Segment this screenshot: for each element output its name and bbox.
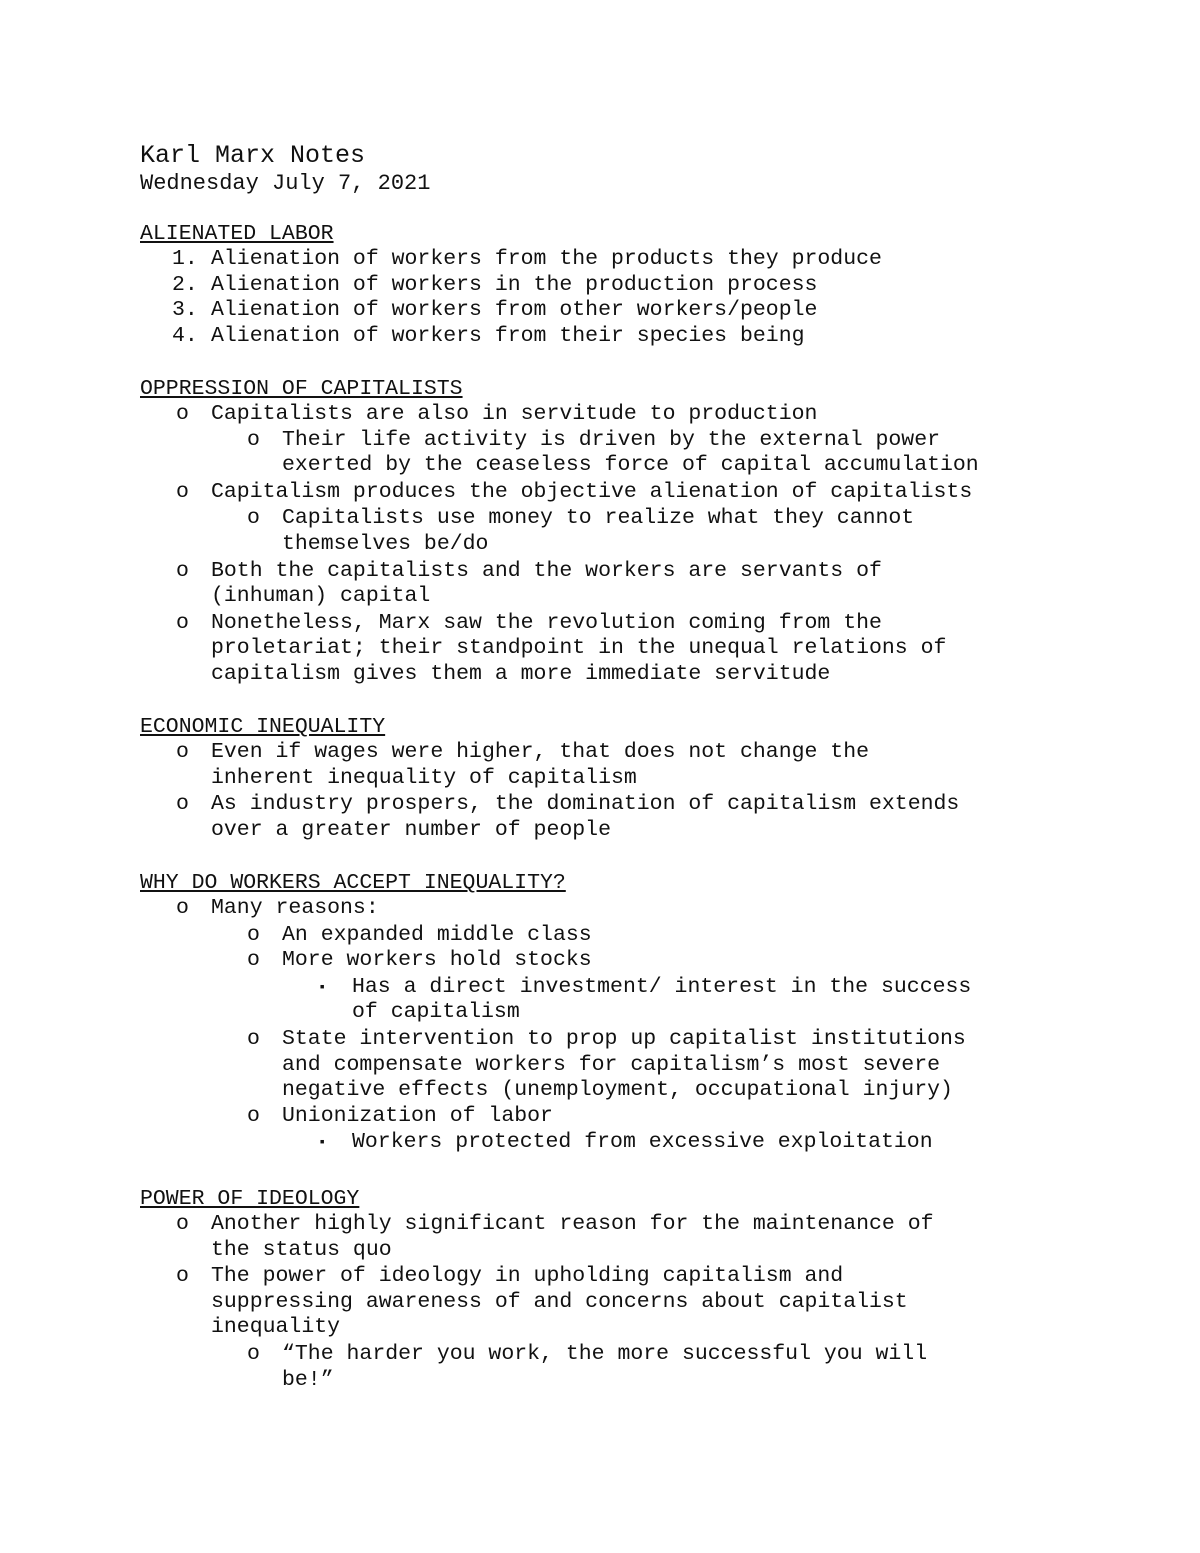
bullet-item: [140, 402, 1100, 428]
bullet-item: [140, 1342, 1100, 1393]
circle-bullet-icon: o: [247, 922, 260, 947]
document-title: Karl Marx Notes: [140, 141, 366, 170]
circle-bullet-icon: o: [176, 792, 189, 817]
section-heading: WHY DO WORKERS ACCEPT INEQUALITY?: [140, 871, 566, 895]
bullet-item: [140, 740, 1100, 791]
circle-bullet-icon: o: [247, 1341, 260, 1366]
item-text: Alienation of workers from the products they produce: [211, 247, 882, 271]
document-date: Wednesday July 7, 2021: [140, 171, 431, 196]
bullet-item: [140, 896, 1100, 922]
bullet-item: [140, 923, 1100, 949]
bullet-item: [140, 792, 1100, 843]
item-number: 3.: [172, 298, 198, 323]
item-text: State intervention to prop up capitalist institutions and compensate workers for capitalism’s most severe negative effects (unemployment, occupational injury): [282, 1026, 966, 1103]
item-number: 1.: [172, 247, 198, 271]
item-text: More workers hold stocks: [282, 948, 592, 973]
section-why-workers-accept-inequality: [140, 870, 1100, 1156]
section-heading: ECONOMIC INEQUALITY: [140, 715, 386, 739]
item-text: Workers protected from excessive exploitation: [352, 1130, 933, 1155]
item-text: Their life activity is driven by the external power exerted by the ceaseless force of capital accumulation: [282, 427, 979, 478]
item-text: Another highly significant reason for the maintenance of the status quo: [211, 1212, 934, 1262]
item-text: Many reasons:: [211, 896, 379, 920]
circle-bullet-icon: o: [176, 740, 189, 764]
section-heading: POWER OF IDEOLOGY: [140, 1187, 360, 1211]
section-economic-inequality: [140, 714, 1100, 843]
section-oppression-of-capitalists: [140, 376, 1100, 688]
circle-bullet-icon: o: [176, 402, 189, 426]
item-number: 4.: [172, 323, 198, 348]
square-bullet-icon: ▪: [318, 1135, 327, 1152]
numbered-item: [140, 273, 1100, 299]
bullet-item: [140, 559, 1100, 610]
bullet-item: [140, 948, 1100, 974]
square-bullet-icon: ▪: [318, 979, 327, 996]
circle-bullet-icon: o: [176, 479, 189, 504]
item-text: Capitalists are also in servitude to production: [211, 402, 818, 426]
item-text: Both the capitalists and the workers are servants of (inhuman) capital: [211, 558, 882, 609]
item-text: An expanded middle class: [282, 922, 592, 947]
item-text: Capitalists use money to realize what they cannot themselves be/do: [282, 506, 915, 556]
circle-bullet-icon: o: [176, 610, 189, 635]
numbered-item: [140, 247, 1100, 273]
item-text: Alienation of workers from their species being: [211, 323, 805, 348]
circle-bullet-icon: o: [176, 1212, 189, 1236]
item-text: Alienation of workers in the production process: [211, 272, 818, 297]
item-text: Alienation of workers from other workers/people: [211, 298, 818, 323]
circle-bullet-icon: o: [247, 1103, 260, 1128]
circle-bullet-icon: o: [247, 1026, 260, 1051]
circle-bullet-icon: o: [247, 506, 260, 531]
numbered-item: [140, 324, 1100, 350]
bullet-item: [140, 1130, 1100, 1156]
section-power-of-ideology: [140, 1186, 1100, 1393]
bullet-item: [140, 1104, 1100, 1130]
item-text: Capitalism produces the objective alienation of capitalists: [211, 479, 973, 504]
bullet-item: [140, 611, 1100, 688]
section-alienated-labor: [140, 221, 1100, 349]
bullet-item: [140, 428, 1100, 479]
bullet-item: [140, 1264, 1100, 1341]
section-heading: ALIENATED LABOR: [140, 222, 334, 246]
bullet-item: [140, 506, 1100, 557]
item-number: 2.: [172, 272, 198, 297]
item-text: Even if wages were higher, that does not change the inherent inequality of capitalism: [211, 740, 870, 790]
section-heading: OPPRESSION OF CAPITALISTS: [140, 377, 463, 401]
circle-bullet-icon: o: [176, 558, 189, 583]
bullet-item: [140, 975, 1100, 1026]
item-text: Nonetheless, Marx saw the revolution coming from the proletariat; their standpoint in the unequal relations of capitalism gives them a more immediate servitude: [211, 610, 947, 686]
circle-bullet-icon: o: [176, 896, 189, 920]
item-text: The power of ideology in upholding capitalism and suppressing awareness of and concerns about capitalist inequality: [211, 1264, 908, 1340]
numbered-item: [140, 298, 1100, 324]
item-text: As industry prospers, the domination of capitalism extends over a greater number of people: [211, 792, 960, 842]
bullet-item: [140, 1212, 1100, 1263]
item-text: Unionization of labor: [282, 1103, 553, 1128]
bullet-item: [140, 480, 1100, 506]
circle-bullet-icon: o: [176, 1264, 189, 1289]
circle-bullet-icon: o: [247, 948, 260, 973]
bullet-item: [140, 1027, 1100, 1104]
item-text: “The harder you work, the more successful you will be!”: [282, 1341, 928, 1392]
item-text: Has a direct investment/ interest in the success of capitalism: [352, 974, 972, 1025]
circle-bullet-icon: o: [247, 427, 260, 452]
